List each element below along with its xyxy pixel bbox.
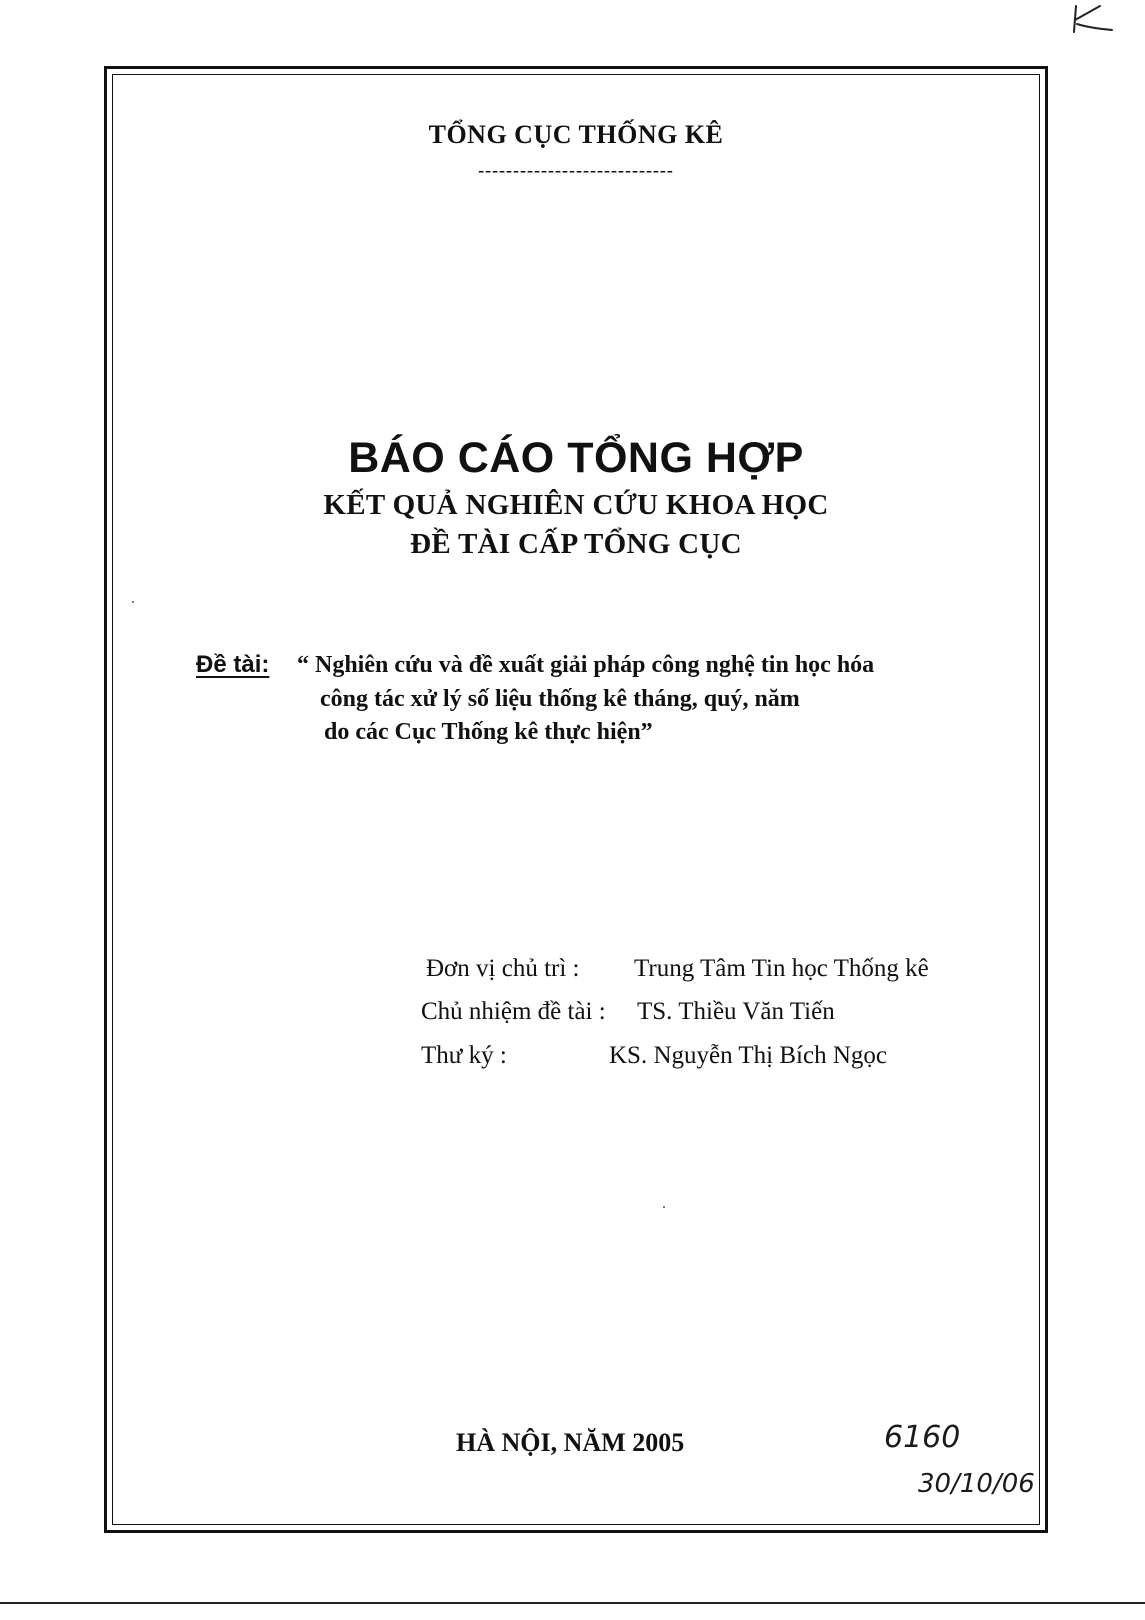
- secretary-label: Thư ký :: [421, 1042, 507, 1069]
- project-lead-value: TS. Thiều Văn Tiến: [637, 998, 835, 1025]
- scan-bottom-edge: [0, 1602, 1145, 1604]
- report-title: BÁO CÁO TỔNG HỢP: [348, 434, 804, 482]
- host-unit-value: Trung Tâm Tin học Thống kê: [634, 955, 929, 982]
- handwritten-date: 30/10/06: [918, 1469, 1035, 1499]
- header-separator: ----------------------------: [478, 160, 674, 180]
- secretary-value: KS. Nguyễn Thị Bích Ngọc: [609, 1042, 887, 1069]
- report-subtitle-1: KẾT QUẢ NGHIÊN CỨU KHOA HỌC: [323, 489, 829, 521]
- place-and-year: HÀ NỘI, NĂM 2005: [456, 1428, 685, 1457]
- host-unit-label: Đơn vị chủ trì :: [426, 955, 580, 982]
- report-subtitle-2: ĐỀ TÀI CẤP TỔNG CỤC: [410, 528, 742, 560]
- inner-border: [112, 74, 1040, 1525]
- handwritten-corner-mark: [1070, 2, 1120, 42]
- project-lead-label: Chủ nhiệm đề tài :: [421, 998, 606, 1025]
- topic-text-line-2: công tác xử lý số liệu thống kê tháng, quý, năm: [320, 686, 800, 712]
- organization-name: TỔNG CỤC THỐNG KÊ: [428, 120, 724, 149]
- handwritten-code: 6160: [884, 1420, 961, 1455]
- topic-label: Đề tài:: [196, 651, 270, 678]
- topic-text-line-1: “ Nghiên cứu và đề xuất giải pháp công nghệ tin học hóa: [297, 652, 875, 678]
- topic-text-line-3: do các Cục Thống kê thực hiện”: [324, 719, 653, 745]
- scan-speck: [663, 1206, 665, 1208]
- scan-speck: [132, 601, 134, 603]
